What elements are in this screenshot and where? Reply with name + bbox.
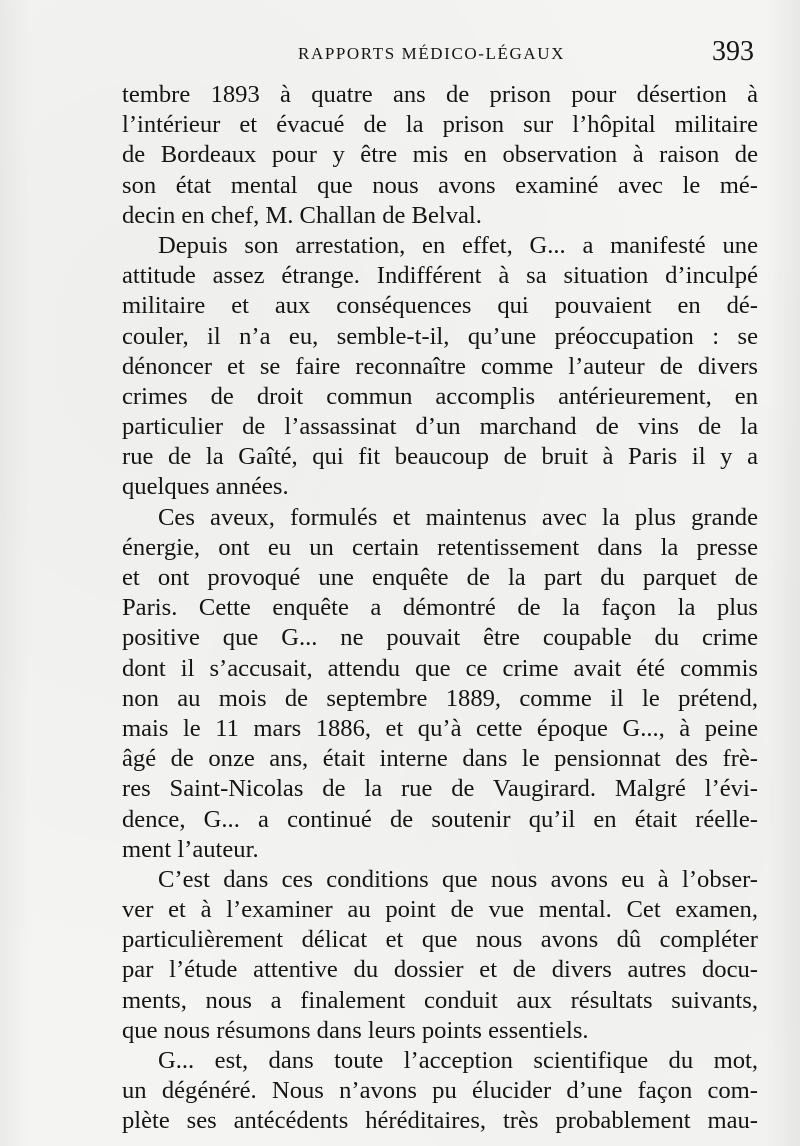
paragraph-start-line: C’est dans ces conditions que nous avons eu à l’obser- (158, 865, 758, 893)
text-line: res Saint-Nicolas de la rue de Vaugirard. Malgré l’évi- (122, 775, 758, 803)
text-line: particulièrement délicat et que nous avons dû compléter (122, 926, 758, 954)
text-line: militaire et aux conséquences qui pouvaient en dé- (122, 292, 758, 320)
text-line: dénoncer et se faire reconnaître comme l’auteur de divers (122, 352, 758, 380)
text-line: particulier de l’assassinat d’un marchand de vins de la (122, 413, 758, 441)
page-edge-shadow-left (0, 0, 30, 1146)
text-line: positive que G... ne pouvait être coupable du crime (122, 624, 758, 652)
page-edge-shadow-right (766, 0, 800, 1146)
text-line: ments, nous a finalement conduit aux résultats suivants, (122, 986, 758, 1014)
text-line: que nous résumons dans leurs points essentiels. (122, 1016, 589, 1044)
text-line: et ont provoqué une enquête de la part du parquet de (122, 564, 758, 591)
text-line: crimes de droit commun accomplis antérieurement, en (122, 382, 758, 410)
text-line: âgé de onze ans, était interne dans le pensionnat des frè- (122, 745, 758, 773)
text-line: ver et à l’examiner au point de vue mental. Cet examen, (122, 896, 758, 924)
text-line: dence, G... a continué de soutenir qu’il en était réelle- (122, 805, 758, 833)
text-line: rue de la Gaîté, qui fit beaucoup de bruit à Paris il y a (122, 443, 758, 471)
text-line: ment l’auteur. (122, 835, 259, 863)
text-line: son état mental que nous avons examiné avec le mé- (122, 171, 758, 199)
page-header (0, 36, 800, 76)
running-head: RAPPORTS MÉDICO-LÉGAUX (298, 44, 565, 63)
text-line: tembre 1893 à quatre ans de prison pour désertion à (122, 81, 758, 108)
text-line: un dégénéré. Nous n’avons pu élucider d’une façon com- (122, 1077, 758, 1105)
text-line: Paris. Cette enquête a démontré de la façon la plus (122, 594, 758, 622)
text-line: par l’étude attentive du dossier et de divers autres docu- (122, 956, 758, 984)
body-text (122, 80, 758, 1137)
text-line: de Bordeaux pour y être mis en observation à raison de (122, 141, 758, 169)
text-line: non au mois de septembre 1889, comme il le prétend, (122, 684, 758, 712)
paragraph-start-line: Ces aveux, formulés et maintenus avec la plus grande (158, 503, 758, 531)
text-line: plète ses antécédents héréditaires, très probablement mau- (122, 1107, 758, 1135)
text-line: quelques années. (122, 473, 289, 501)
text-line: énergie, ont eu un certain retentissement dans la presse (122, 533, 758, 561)
page-number: 393 (712, 36, 754, 67)
text-line: decin en chef, M. Challan de Belval. (122, 201, 482, 229)
text-line: dont il s’accusait, attendu que ce crime avait été commis (122, 654, 758, 682)
paragraph-start-line: G... est, dans toute l’acception scientifique du mot, (158, 1047, 758, 1074)
text-line: l’intérieur et évacué de la prison sur l’hôpital militaire (122, 111, 758, 139)
text-line: couler, il n’a eu, semble-t-il, qu’une préoccupation : se (122, 322, 758, 350)
text-line: mais le 11 mars 1886, et qu’à cette époque G..., à peine (122, 714, 758, 742)
paragraph-start-line: Depuis son arrestation, en effet, G... a manifesté une (158, 231, 758, 259)
text-line: attitude assez étrange. Indifférent à sa situation d’inculpé (122, 262, 758, 290)
